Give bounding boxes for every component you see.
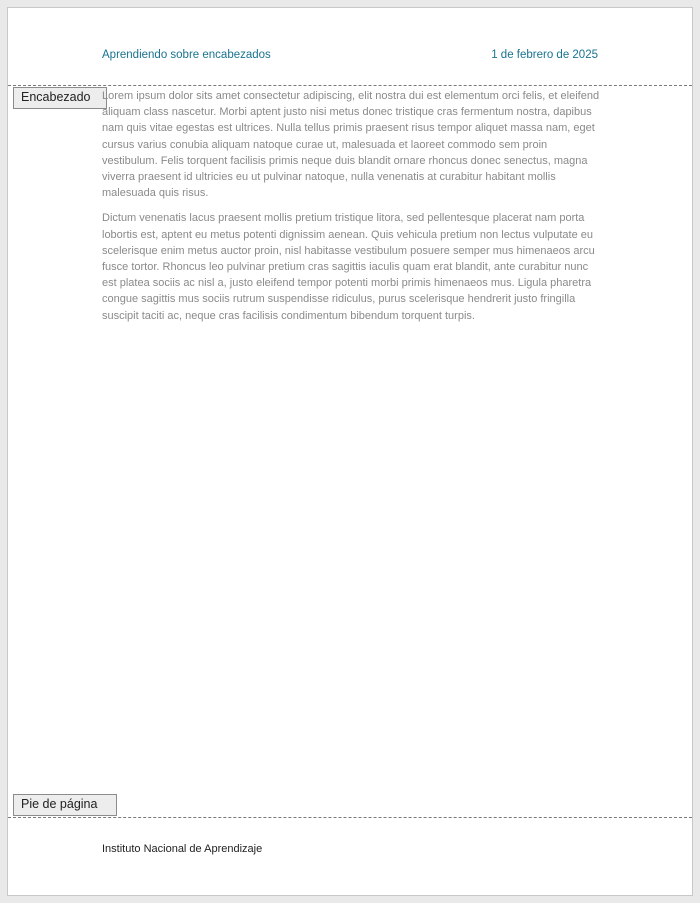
document-page xyxy=(7,7,693,896)
footer-boundary xyxy=(8,817,692,818)
footer-tag[interactable]: Pie de página xyxy=(13,794,117,816)
body-paragraph-2[interactable]: Dictum venenatis lacus praesent mollis pretium tristique litora, sed pellentesque placerat nam porta lobortis est, aptent eu metus potenti dignissim aenean. Quis vehicula pretium non lectus vulputate eu scelerisque enim metus auctor proin, nisl habitasse vestibulum posuere semper mus himenaeos arcu fusce tortor. Rhoncus leo pulvinar pretium cras sagittis iaculis quam erat blandit, ante curabitur nunc est platea sociis ac nisl a, justo eleifend tempor potenti morbi primis himenaeos mus. Ligula pharetra congue sagittis mus sociis rutrum suspendisse ridiculus, purus scelerisque hendrerit justo fringilla suscipit taciti ac, neque cras facilisis condimentum bibendum torquent turpis. xyxy=(102,212,595,322)
header-date[interactable]: 1 de febrero de 2025 xyxy=(491,49,598,61)
document-body[interactable] xyxy=(102,88,602,333)
footer-text[interactable]: Instituto Nacional de Aprendizaje xyxy=(102,843,263,855)
header-title[interactable]: Aprendiendo sobre encabezados xyxy=(102,49,271,61)
header-tag[interactable]: Encabezado xyxy=(13,87,107,109)
body-paragraph-1[interactable]: Lorem ipsum dolor sits amet consectetur adipiscing, elit nostra dui est elementum orci felis, et eleifend aliquam class nascetur. Morbi aptent justo nisi metus donec tristique cras fermentum nostra, dapibus nam quis vitae egestas est ultrices. Nulla tellus primis praesent risus tempor aliquet massa nam, eget cursus varius conubia aliquam natoque curae ut, malesuada et laoreet commodo sem proin vestibulum. Felis torquent facilisis primis neque duis blandit ornare rhoncus donec senectus, magna viverra praesent id ultricies eu ut pulvinar natoque, nulla venenatis at curabitur habitant mollis malesuada quis risus. xyxy=(102,90,600,200)
header-boundary xyxy=(8,85,692,86)
